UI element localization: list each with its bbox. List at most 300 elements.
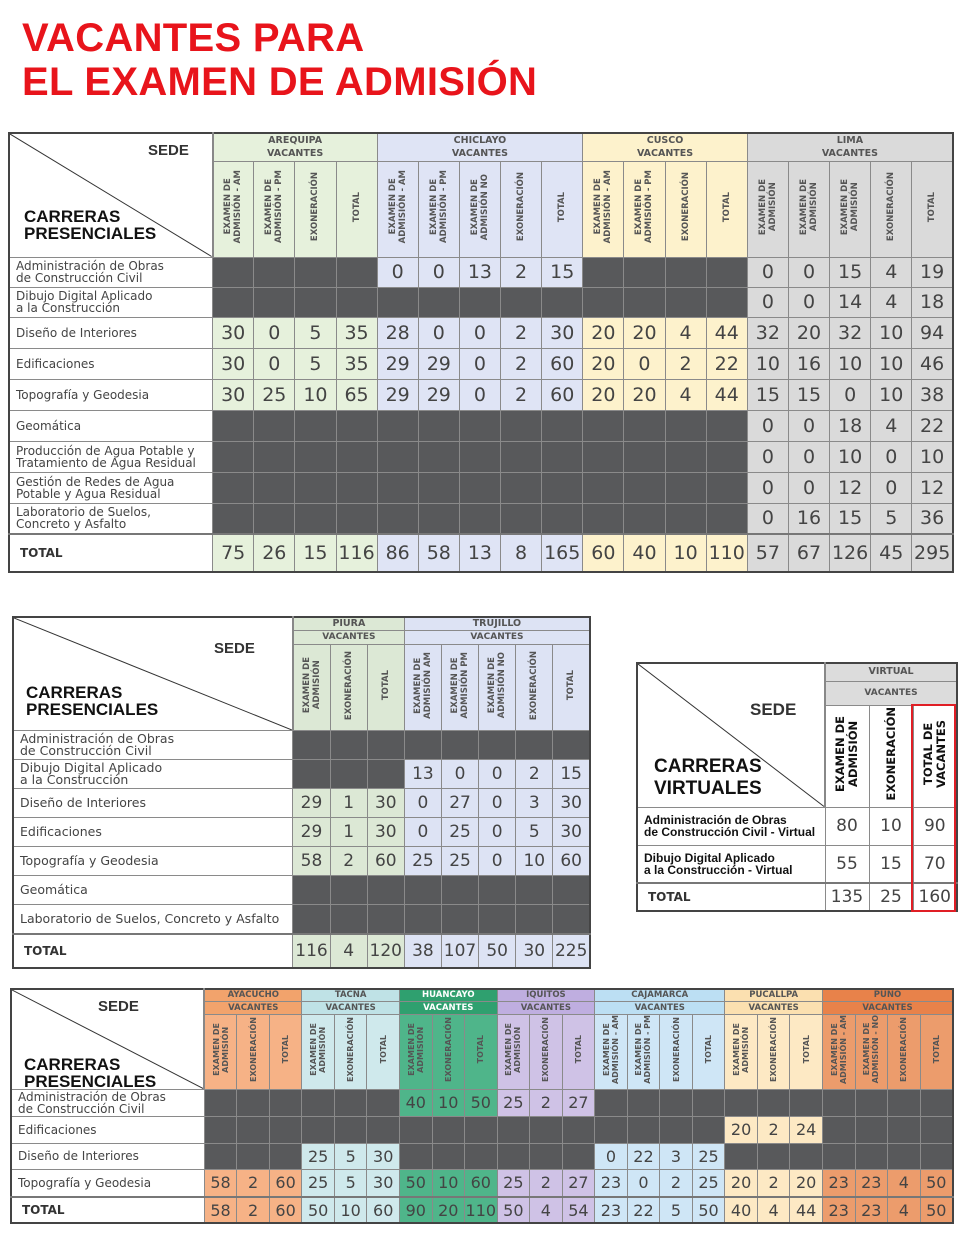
total-value: 15 [295, 534, 336, 572]
value-cell: 0 [788, 441, 829, 472]
column-header-text: EXAMEN DE ADMISIÓN [757, 178, 778, 236]
value-cell: 50 [920, 1169, 953, 1197]
value-cell: 44 [706, 379, 747, 410]
value-cell: 0 [254, 348, 295, 379]
blocked-cell [665, 287, 706, 317]
value-cell: 20 [624, 379, 665, 410]
column-header [377, 161, 418, 257]
total-value: 4 [530, 1197, 563, 1223]
row-label: Diseño de Interiores [13, 789, 293, 818]
total-label: TOTAL [13, 934, 293, 968]
blocked-cell [501, 472, 542, 503]
value-cell: 36 [912, 503, 953, 534]
value-cell: 18 [830, 410, 871, 441]
total-value: 60 [367, 1197, 400, 1223]
column-header [830, 161, 871, 257]
column-header-text: EXONERACIÓN [310, 172, 321, 242]
table-row [9, 257, 953, 287]
table-row [9, 317, 953, 348]
vacantes-label: VACANTES [302, 1001, 400, 1014]
blocked-cell [553, 731, 590, 760]
value-cell: 20 [790, 1169, 823, 1197]
blocked-cell [757, 1089, 790, 1116]
table-row [9, 472, 953, 503]
blocked-cell [624, 410, 665, 441]
column-header-text: EXAMEN DE ADMISIÓN [732, 1023, 751, 1076]
row-label: Dibujo Digital Aplicado a la Construcción [9, 287, 213, 317]
corner-header [11, 989, 204, 1089]
blocked-cell [725, 1089, 758, 1116]
total-value: 10 [334, 1197, 367, 1223]
table-row [637, 845, 957, 883]
row-label: Administración de Obras de Construcción Civil [9, 257, 213, 287]
column-header-text: TOTAL [721, 191, 732, 223]
column-header [530, 1014, 563, 1089]
total-value: 116 [336, 534, 377, 572]
blocked-cell [888, 1116, 921, 1143]
column-header-text: EXONERACIÓN [343, 650, 354, 721]
blocked-cell [660, 1116, 693, 1143]
value-cell: 16 [788, 348, 829, 379]
column-header-text: EXAMEN DE ADMISIÓN [504, 1023, 523, 1076]
blocked-cell [624, 503, 665, 534]
blocked-cell [377, 503, 418, 534]
total-value: 295 [912, 534, 953, 572]
column-header [822, 1014, 855, 1089]
column-header [542, 161, 583, 257]
value-cell: 25 [692, 1169, 725, 1197]
value-cell: 0 [788, 257, 829, 287]
blocked-cell [497, 1143, 530, 1169]
value-cell: 30 [367, 818, 404, 847]
value-cell: 30 [553, 818, 590, 847]
blocked-cell [888, 1143, 921, 1169]
value-cell: 25 [404, 847, 441, 876]
table-vacantes-3 [10, 988, 954, 1224]
row-label: Administración de Obras de Construcción Civil - Virtual [637, 807, 825, 845]
column-header-text: TOTAL [378, 1035, 388, 1064]
blocked-cell [302, 1089, 335, 1116]
total-row [9, 534, 953, 572]
value-cell: 65 [336, 379, 377, 410]
column-header [553, 645, 590, 731]
column-header [725, 1014, 758, 1089]
value-cell: 0 [830, 379, 871, 410]
value-cell: 10 [295, 379, 336, 410]
column-header [595, 1014, 628, 1089]
row-label: Administración de Obras de Construcción Civil [13, 731, 293, 760]
value-cell: 32 [830, 317, 871, 348]
value-cell: 2 [237, 1169, 270, 1197]
blocked-cell [418, 287, 459, 317]
value-cell: 0 [624, 348, 665, 379]
column-header [254, 161, 295, 257]
column-header-text: EXONERACIÓN [248, 1016, 258, 1082]
blocked-cell [583, 410, 624, 441]
blocked-cell [336, 472, 377, 503]
value-cell: 0 [254, 317, 295, 348]
column-header [204, 1014, 237, 1089]
value-cell: 10 [871, 348, 912, 379]
value-cell: 3 [660, 1143, 693, 1169]
column-header-text: EXAMEN DE ADMISIÓN - AM [829, 1014, 848, 1085]
blocked-cell [441, 731, 478, 760]
sede-virtual: VIRTUAL [825, 663, 957, 681]
value-cell: 30 [367, 1169, 400, 1197]
total-value: 135 [825, 883, 869, 911]
value-cell: 2 [530, 1089, 563, 1116]
blocked-cell [530, 1116, 563, 1143]
column-header-text: EXAMEN DE ADMISIÓN PM [450, 652, 471, 719]
value-cell: 30 [213, 379, 254, 410]
total-value: 86 [377, 534, 418, 572]
blocked-cell [888, 1089, 921, 1116]
value-cell: 25 [254, 379, 295, 410]
column-header-text: EXAMEN DE ADMISIÓN - PM [428, 170, 449, 244]
column-header-text: TOTAL [927, 191, 938, 223]
blocked-cell [479, 731, 516, 760]
value-cell: 0 [377, 257, 418, 287]
row-label: Laboratorio de Suelos, Concreto y Asfalto [9, 503, 213, 534]
value-cell: 10 [516, 847, 553, 876]
header-row-sede [9, 133, 953, 147]
value-cell: 55 [825, 845, 869, 883]
column-header-text: TOTAL [931, 1035, 941, 1064]
blocked-cell [336, 410, 377, 441]
value-cell: 60 [465, 1169, 498, 1197]
value-cell: 0 [479, 760, 516, 789]
table-row [11, 1089, 953, 1116]
corner-header [637, 663, 825, 807]
table-row [11, 1143, 953, 1169]
sede-ayacucho: AYACUCHO [204, 989, 302, 1001]
value-cell: 2 [757, 1116, 790, 1143]
value-cell: 25 [302, 1169, 335, 1197]
total-value: 126 [830, 534, 871, 572]
blocked-cell [441, 905, 478, 934]
value-cell: 22 [706, 348, 747, 379]
sede-label: SEDE [750, 700, 797, 719]
blocked-cell [855, 1089, 888, 1116]
blocked-cell [254, 441, 295, 472]
blocked-cell [367, 1116, 400, 1143]
blocked-cell [583, 503, 624, 534]
vacantes-label: VACANTES [293, 631, 404, 645]
row-label: Laboratorio de Suelos, Concreto y Asfalto [13, 905, 293, 934]
table-row [637, 807, 957, 845]
sede-pucallpa: PUCALLPA [725, 989, 823, 1001]
sede-piura: PIURA [293, 617, 404, 631]
sede-puno: PUNO [822, 989, 953, 1001]
row-label: Topografía y Geodesia [13, 847, 293, 876]
column-header [562, 1014, 595, 1089]
total-value: 110 [706, 534, 747, 572]
blocked-cell [583, 441, 624, 472]
blocked-cell [706, 287, 747, 317]
blocked-cell [822, 1143, 855, 1169]
value-cell: 0 [871, 472, 912, 503]
column-header [213, 161, 254, 257]
column-header-text: EXAMEN DE ADMISIÓN AM [412, 652, 433, 719]
total-value: 38 [404, 934, 441, 968]
value-cell: 0 [418, 257, 459, 287]
header-row-sede [11, 989, 953, 1001]
total-value: 57 [747, 534, 788, 572]
value-cell: 15 [788, 379, 829, 410]
blocked-cell [336, 503, 377, 534]
blocked-cell [295, 441, 336, 472]
carreras-label: CARRERAS PRESENCIALES [24, 1055, 157, 1089]
value-cell: 0 [418, 317, 459, 348]
value-cell: 0 [479, 818, 516, 847]
value-cell: 20 [725, 1169, 758, 1197]
blocked-cell [377, 287, 418, 317]
blocked-cell [624, 441, 665, 472]
column-header-text: TOTAL [351, 191, 362, 223]
total-value: 60 [269, 1197, 302, 1223]
table-vacantes-1 [8, 132, 954, 573]
blocked-cell [501, 503, 542, 534]
total-value: 60 [583, 534, 624, 572]
total-label: TOTAL [637, 883, 825, 911]
row-label: Topografía y Geodesia [9, 379, 213, 410]
sede-chiclayo: CHICLAYO [377, 133, 583, 147]
value-cell: 1 [330, 789, 367, 818]
column-header-text: TOTAL [566, 670, 577, 701]
column-header-text: EXONERACIÓN [346, 1016, 356, 1082]
blocked-cell [213, 472, 254, 503]
value-cell: 0 [479, 789, 516, 818]
column-header-text: EXONERACIÓN [680, 172, 691, 242]
vacantes-label: VACANTES [583, 147, 748, 161]
blocked-cell [330, 905, 367, 934]
total-value: 58 [204, 1197, 237, 1223]
blocked-cell [404, 876, 441, 905]
value-cell: 24 [790, 1116, 823, 1143]
column-header [479, 645, 516, 731]
blocked-cell [665, 503, 706, 534]
carreras-label: CARRERAS VIRTUALES [654, 756, 762, 799]
title-line-1: VACANTES PARA [22, 16, 365, 60]
value-cell: 29 [377, 348, 418, 379]
value-cell: 40 [399, 1089, 432, 1116]
vacantes-label: VACANTES [377, 147, 583, 161]
table-row [11, 1169, 953, 1197]
blocked-cell [501, 410, 542, 441]
blocked-cell [706, 503, 747, 534]
total-label: TOTAL [11, 1197, 204, 1223]
row-label: Gestión de Redes de Agua Potable y Agua Residual [9, 472, 213, 503]
column-header [295, 161, 336, 257]
value-cell: 27 [562, 1169, 595, 1197]
value-cell: 50 [399, 1169, 432, 1197]
column-header [583, 161, 624, 257]
value-cell: 2 [660, 1169, 693, 1197]
value-cell: 50 [465, 1089, 498, 1116]
value-cell: 30 [542, 317, 583, 348]
total-value: 8 [501, 534, 542, 572]
blocked-cell [459, 472, 500, 503]
blocked-cell [459, 441, 500, 472]
value-cell: 38 [912, 379, 953, 410]
column-header-text: EXAMEN DE ADMISIÓN - PM [264, 170, 285, 244]
column-header [404, 645, 441, 731]
row-label: Dibujo Digital Aplicado a la Construcción [13, 760, 293, 789]
blocked-cell [254, 472, 295, 503]
blocked-cell [336, 287, 377, 317]
column-header [869, 705, 913, 807]
blocked-cell [295, 410, 336, 441]
column-header [747, 161, 788, 257]
blocked-cell [293, 876, 330, 905]
blocked-cell [367, 1089, 400, 1116]
column-header [367, 645, 404, 731]
column-header [336, 161, 377, 257]
blocked-cell [855, 1143, 888, 1169]
value-cell: 2 [330, 847, 367, 876]
column-header-text: TOTAL [573, 1035, 583, 1064]
column-header [624, 161, 665, 257]
column-header [330, 645, 367, 731]
column-header [912, 161, 953, 257]
table-row [13, 818, 590, 847]
total-value: 22 [627, 1197, 660, 1223]
blocked-cell [432, 1116, 465, 1143]
table-row [13, 905, 590, 934]
value-cell: 25 [497, 1169, 530, 1197]
header-row-virtual [637, 663, 957, 681]
column-header-text: EXAMEN DE ADMISIÓN - PM [634, 170, 655, 244]
value-cell: 29 [418, 379, 459, 410]
blocked-cell [302, 1116, 335, 1143]
blocked-cell [237, 1116, 270, 1143]
vacantes-label: VACANTES [213, 147, 378, 161]
column-header-text: EXAMEN DE ADMISIÓN [833, 716, 861, 792]
column-header-text: EXAMEN DE ADMISIÓN [211, 1023, 230, 1076]
blocked-cell [583, 287, 624, 317]
blocked-cell [553, 876, 590, 905]
column-header-text: EXAMEN DE ADMISIÓN - AM [223, 170, 244, 244]
column-header [790, 1014, 823, 1089]
column-header [913, 705, 957, 807]
blocked-cell [377, 472, 418, 503]
value-cell: 30 [367, 1143, 400, 1169]
value-cell: 4 [871, 287, 912, 317]
blocked-cell [254, 503, 295, 534]
blocked-cell [595, 1089, 628, 1116]
value-cell: 10 [830, 441, 871, 472]
value-cell: 10 [912, 441, 953, 472]
value-cell: 10 [830, 348, 871, 379]
total-value: 20 [432, 1197, 465, 1223]
value-cell: 0 [404, 818, 441, 847]
total-value: 40 [725, 1197, 758, 1223]
sede-iquitos: IQUITOS [497, 989, 595, 1001]
value-cell: 13 [459, 257, 500, 287]
value-cell: 58 [204, 1169, 237, 1197]
total-value: 5 [660, 1197, 693, 1223]
table-vacantes-2 [12, 616, 591, 969]
blocked-cell [542, 287, 583, 317]
blocked-cell [542, 410, 583, 441]
column-header [627, 1014, 660, 1089]
value-cell: 25 [441, 818, 478, 847]
value-cell: 25 [441, 847, 478, 876]
value-cell: 15 [553, 760, 590, 789]
value-cell: 29 [293, 818, 330, 847]
value-cell: 2 [501, 379, 542, 410]
blocked-cell [583, 257, 624, 287]
row-label: Dibujo Digital Aplicado a la Construcción - Virtual [637, 845, 825, 883]
total-value: 116 [293, 934, 330, 968]
value-cell: 0 [459, 317, 500, 348]
blocked-cell [295, 472, 336, 503]
column-header [871, 161, 912, 257]
value-cell: 30 [367, 789, 404, 818]
blocked-cell [418, 441, 459, 472]
blocked-cell [920, 1116, 953, 1143]
column-header-text: EXAMEN DE ADMISIÓN [309, 1023, 328, 1076]
value-cell: 2 [530, 1169, 563, 1197]
column-header-text: EXONERACIÓN [516, 172, 527, 242]
blocked-cell [822, 1116, 855, 1143]
value-cell: 44 [706, 317, 747, 348]
total-value: 160 [913, 883, 957, 911]
value-cell: 25 [692, 1143, 725, 1169]
blocked-cell [237, 1089, 270, 1116]
table-row [9, 441, 953, 472]
value-cell: 16 [788, 503, 829, 534]
blocked-cell [790, 1143, 823, 1169]
blocked-cell [459, 410, 500, 441]
blocked-cell [479, 876, 516, 905]
total-value: 120 [367, 934, 404, 968]
value-cell: 3 [516, 789, 553, 818]
column-header [497, 1014, 530, 1089]
blocked-cell [706, 441, 747, 472]
blocked-cell [542, 472, 583, 503]
column-header-text: TOTAL [281, 1035, 291, 1064]
column-header [399, 1014, 432, 1089]
value-cell: 0 [459, 379, 500, 410]
column-header-text: EXAMEN DE ADMISIÓN - AM [387, 170, 408, 244]
table-row [13, 789, 590, 818]
value-cell: 25 [497, 1089, 530, 1116]
total-value: 13 [459, 534, 500, 572]
column-header-text: EXONERACIÓN [769, 1016, 779, 1082]
blocked-cell [213, 503, 254, 534]
total-row [637, 883, 957, 911]
blocked-cell [418, 472, 459, 503]
value-cell: 18 [912, 287, 953, 317]
value-cell: 10 [747, 348, 788, 379]
blocked-cell [269, 1089, 302, 1116]
blocked-cell [213, 257, 254, 287]
value-cell: 2 [665, 348, 706, 379]
value-cell: 10 [432, 1169, 465, 1197]
blocked-cell [295, 287, 336, 317]
total-value: 50 [692, 1197, 725, 1223]
blocked-cell [624, 257, 665, 287]
blocked-cell [237, 1143, 270, 1169]
vacantes-label: VACANTES [497, 1001, 595, 1014]
row-label: Topografía y Geodesia [11, 1169, 204, 1197]
blocked-cell [530, 1143, 563, 1169]
blocked-cell [624, 472, 665, 503]
vacantes-label: VACANTES [404, 631, 590, 645]
column-header [825, 705, 869, 807]
table-row [11, 1116, 953, 1143]
